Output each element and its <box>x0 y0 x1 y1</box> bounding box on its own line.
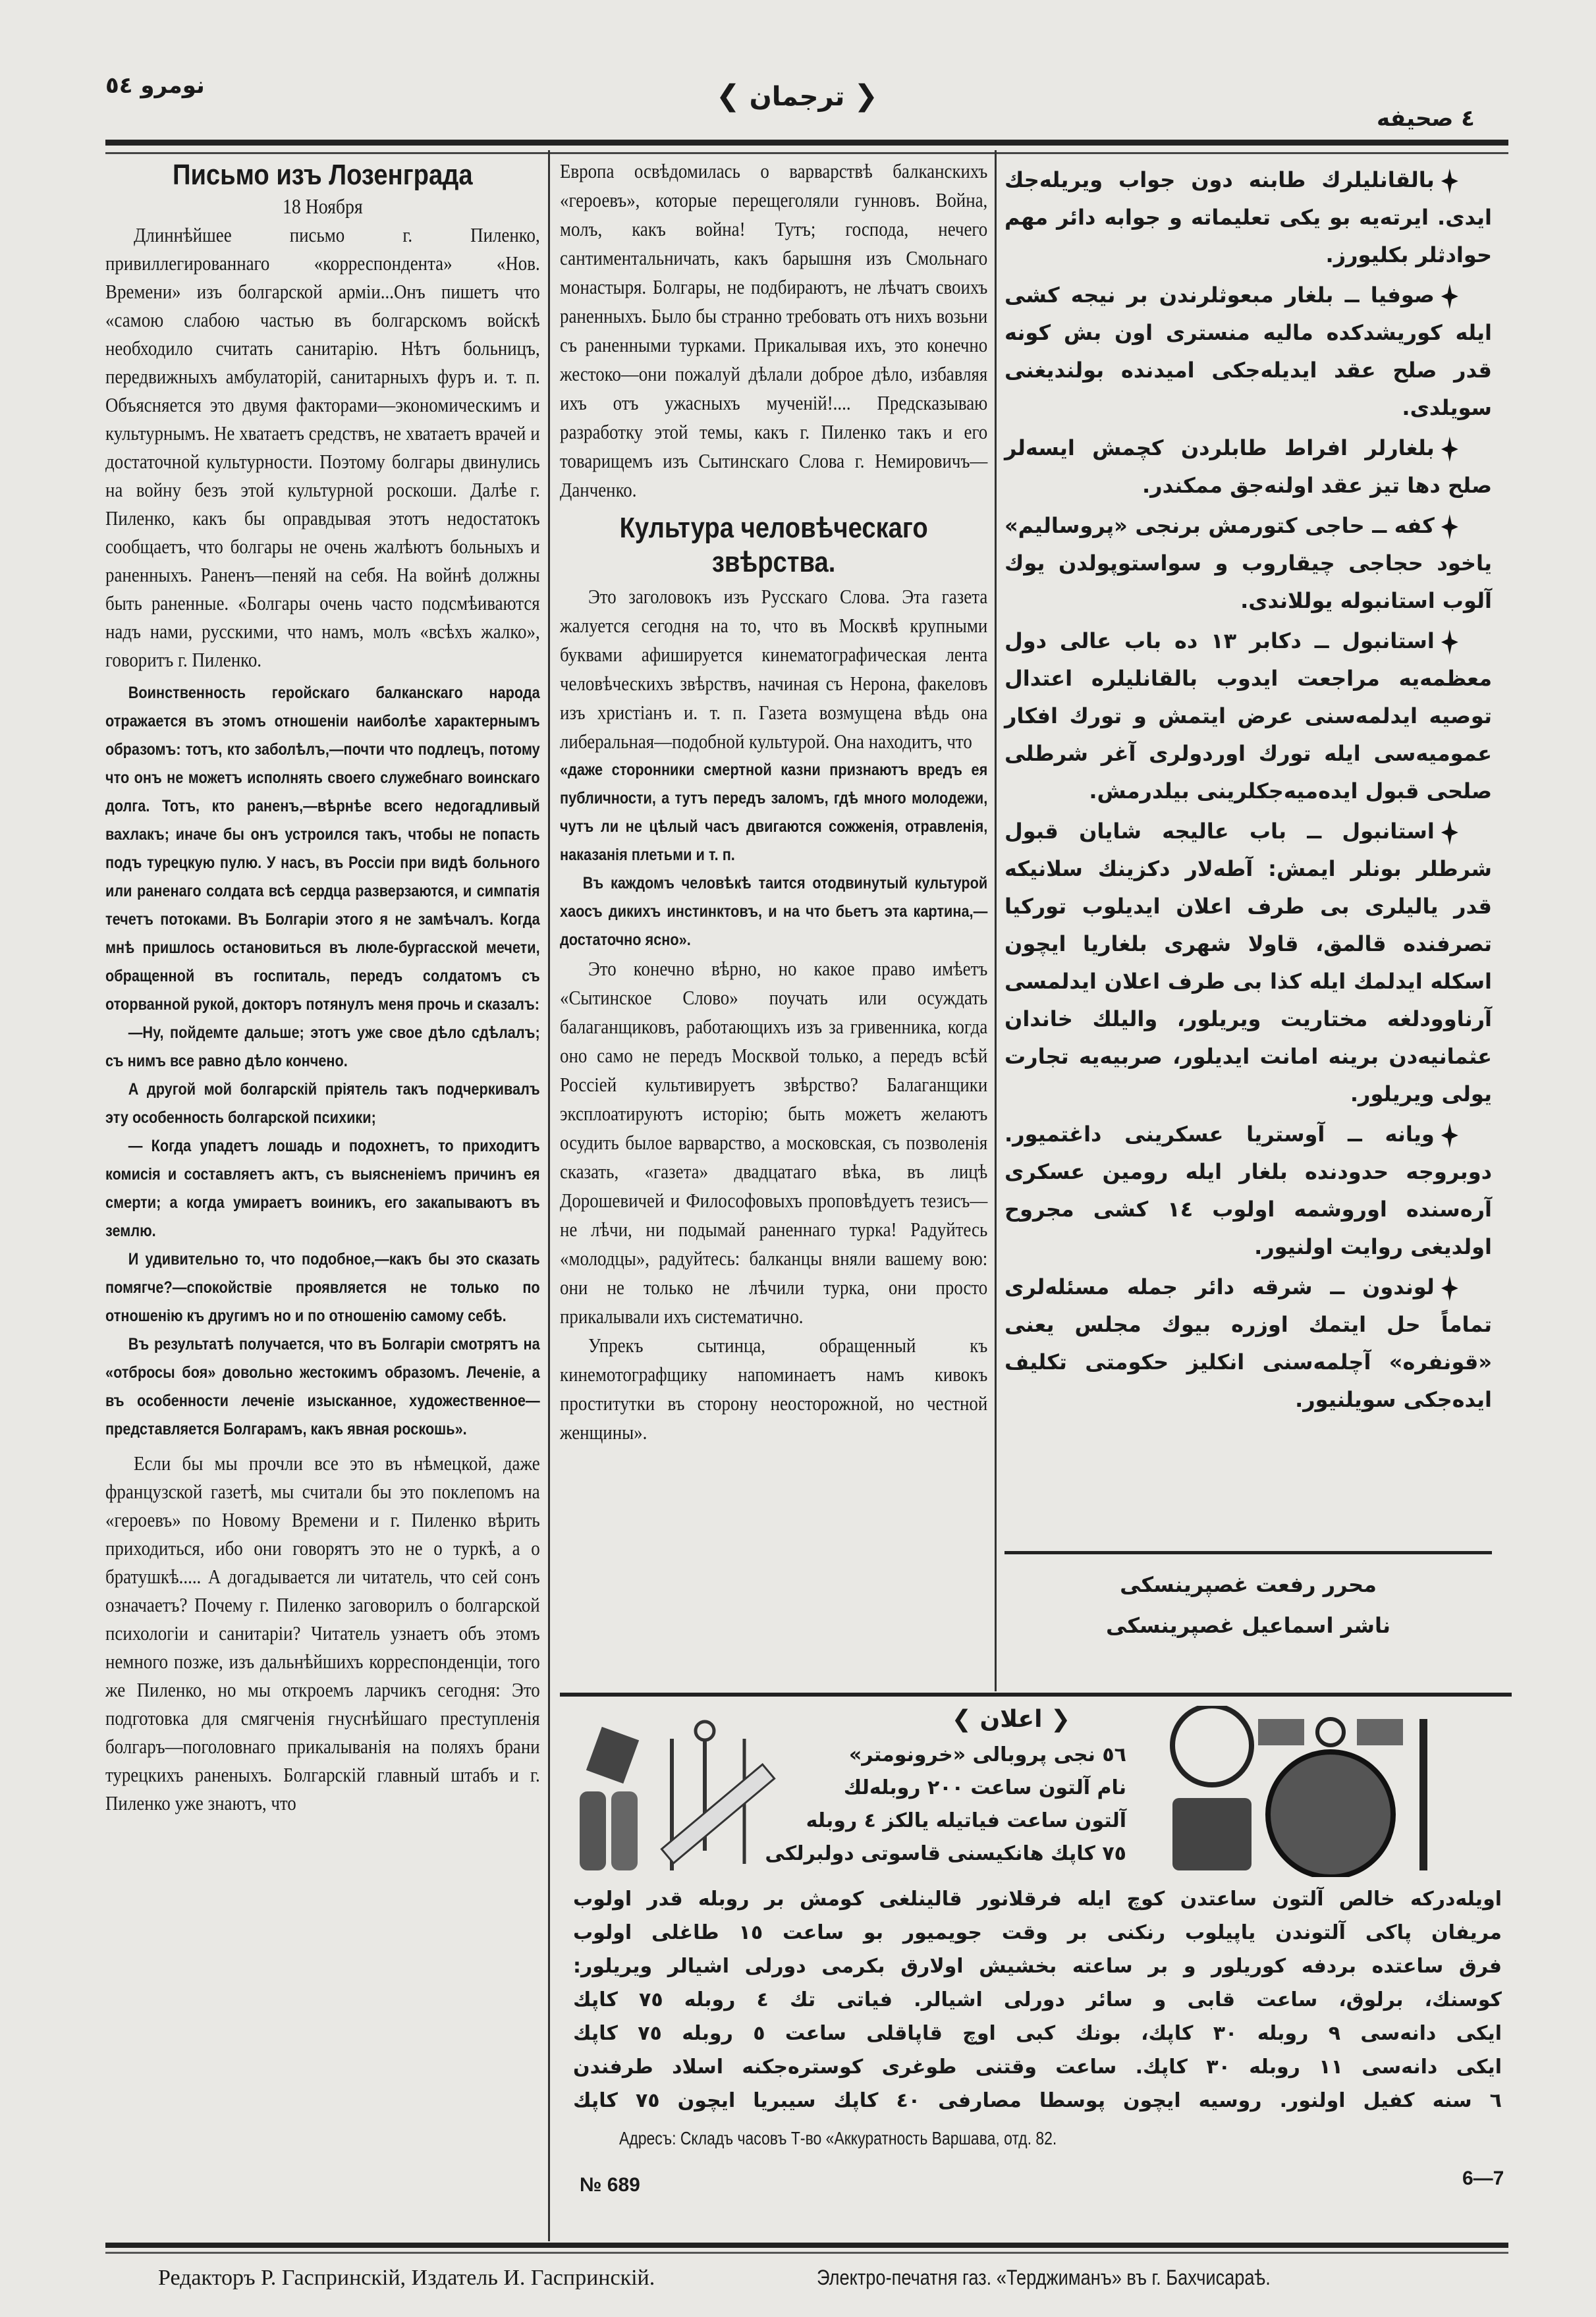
article-paragraph: Упрекъ сытинца, обращенный къ кинемотографщику напоминаетъ намъ кивокъ проститутки въ сторону неосторожной, но честной женщины». <box>560 1334 988 1444</box>
news-column <box>1004 161 1492 1421</box>
signatures <box>1004 1564 1492 1646</box>
ornament-icon: ❮ <box>1042 1706 1071 1733</box>
news-item: بلغارلر افراط طابلردن کچمش ایسه‌لر صلح دها تیز عقد اولنه‌جق ممکندر. <box>1004 435 1492 498</box>
footer-editor: Редакторъ Р. Гаспринскій, Издатель И. Гаспринскій. <box>158 2266 655 2290</box>
diamond-bullet-icon <box>1441 1276 1458 1301</box>
signature-rule <box>1004 1551 1492 1554</box>
news-item: استانبول ــ دکابر ١٣ ده باب عالی دول معظمه‌یه مراجعت ایدوب بالقانلیلره اعتدال توصیه ایدلمه‌سنی عرض ایتمش و تورك افکار عمومیه‌سی ایله تورك اوردولری آغر شرطلی صلحی قبول ایده‌میه‌جکلرینی بیلدرمش. <box>1004 628 1492 804</box>
article-title: Письмо изъ Лозенграда <box>172 159 473 191</box>
diamond-bullet-icon <box>1441 514 1458 539</box>
ad-offer: ٥٦ نجی پروبالی «خرونومتر» نام آلتون ساعت ٢٠٠ روبله‌لك آلتون ساعت فیاتیله یالکز ٤ روبله ٧٥ کاپك هانکیسنی قاسوتی دولبرلکی <box>765 1743 1126 1865</box>
publisher-signature: ناشر اسماعیل غصپرینسکی <box>1105 1613 1391 1638</box>
article-date: 18 Ноября <box>282 194 363 218</box>
diamond-bullet-icon <box>1441 284 1458 309</box>
article-paragraph: И удивительно то, что подобное,—какъ бы это сказать помягче?—спокойствіе проявляется не только по отношенію къ другимъ но и по отношенію самому себѣ. <box>105 1250 540 1325</box>
article-paragraph: А другой мой болгарскій пріятель такъ подчеркивалъ эту особенность болгарской психики; <box>105 1080 540 1127</box>
ad-number: № 689 <box>580 2174 640 2196</box>
footer-rule <box>105 2243 1508 2254</box>
article-paragraph: Это конечно вѣрно, но какое право имѣетъ «Сытинское Слово» поучать или осуждать балаганщиковъ, работающихъ изъ за гривенника, когда оно само не передъ Москвой только, а передъ всѣй Россіей культивируетъ звѣрство? Балаганщики эксплоатируютъ исторію; быть можетъ желаютъ осудить былое варварство, а московская, съ позволенія сказать, «газета» двадцатаго вѣка, въ лицѣ Дорошевичей и Философовыхъ проповѣдуетъ тезисъ—не лѣчи, ни подымай раненнаго турка! Радуйтесь «молодцы», радуйтесь: балканцы вняли вашему вою: они не только не лѣчили турка, они просто прикалывали ихъ систематично. <box>560 957 988 1328</box>
news-item: ویانه ــ آوستریا عسکرینی داغتمیور. دوبروجه حدودنده بلغار ایله رومین عسکری آره‌سنده اوروشمه اولوب ١٤ کشی مجروح اولدیغی روایت اولنیور. <box>1004 1122 1493 1259</box>
editor-signature: محرر رفعت غصپرینسکی <box>1120 1572 1377 1597</box>
article-paragraph: —Ну, пойдемте дальше; этотъ уже свое дѣло сдѣлалъ; съ нимъ все равно дѣло кончено. <box>105 1023 540 1070</box>
ad-body: اویله‌درکه خالص آلتون ساعتدن کوچ ایله فرقلانور قالینلغی کومش بر روبله قدر اولوب مریفان پاکی آلتوندن یاپیلوب رنکنی بر وقت جویمیور بو ساعت ١٥ طاغلی اولوب فرق ساعتده بردفه کوریلور و بر ساعته بخشیش اولارق بکرمی دورلی اشیالر ویریلور: کوسنك، برلوق، ساعت قابی و سائر دورلی اشیالر. فیاتی تك ٤ روبله ٧٥ کاپك ایکی دانه‌سی ٩ روبله ٣٠ کاپك، بونك کبی اوچ قاپاقلی ساعت ٥ روبله ٧٥ کاپك ایکی دانه‌سی ١١ روبله ٣٠ کاپك. ساعت وقتنی طوغری کوستره‌جکنه اسلاد طرفندن ٦ سنه کفیل اولنور. روسیه ایچون پوسطا مصارفی ٤٠ کاپك سیبریا ایچون ٧٥ کاپك <box>573 1888 1502 2112</box>
diamond-bullet-icon <box>1441 169 1458 194</box>
column-divider <box>995 150 997 1691</box>
news-item: کفه ــ حاجی کتورمش برنجی «پروسالیم» یاخود حجاجی چیقاروب و سواستوپولدن یوك آلوب استانبوله یوللاندی. <box>1004 513 1492 613</box>
page-number: ٤ صحیفه <box>1377 105 1475 132</box>
ad-address: Адресъ: Складъ часовъ Т-во «Аккуратность Варшава, отд. 82. <box>619 2128 1057 2148</box>
diamond-bullet-icon <box>1441 820 1458 845</box>
diamond-bullet-icon <box>1441 630 1458 655</box>
ad-heading: ❮ اعلان ❯ <box>951 1706 1071 1733</box>
article-paragraph: Въ результатѣ получается, что въ Болгаріи смотрятъ на «отбросы боя» довольно жестокимъ образомъ. Леченіе, а въ особенности леченіе изысканное, художественное—представляется Болгарамъ, какъ явная роскошь». <box>105 1335 540 1438</box>
left-article <box>105 158 540 1817</box>
article-title: Культура человѣческаго звѣрства. <box>619 512 928 578</box>
news-item: صوفیا ــ بلغار مبعوثلرندن بر نیجه کشی ایله کوریشدکده مالیه منستری اون بش کونه قدر صلح عقد ایدیله‌جکی امیدنده بولندیغنی سویلدی. <box>1004 283 1492 420</box>
diamond-bullet-icon <box>1441 1123 1458 1148</box>
news-item: لوندون ــ شرقه دائر جمله مسئله‌لری تماماً حل ایتمك اوزره بیوك مجلس یعنی «قونفره» آچلمه‌سنی انکلیز حکومتی تکلیف ایده‌جکی سویلنیور. <box>1004 1274 1492 1412</box>
article-paragraph: Длиннѣйшее письмо г. Пиленко, привиллегированнаго «корреспондента» «Нов. Времени» изъ болгарской арміи...Онъ пишетъ что «самою слабою частью въ болгарскомъ войскѣ необходило считать санитарію. Нѣтъ больницъ, передвижныхъ амбулаторій, санитарныхъ фуръ и. т. п. Объясняется это двумя факторами—экономическимъ и культурнымъ. Не хватаетъ средствъ, не хватаетъ врачей и достаточной культурности. Поэтому болгары двинулись на войну безъ этой культурной роскоши. Далѣе г. Пиленко, какъ бы оправдывая этотъ недостатокъ сообщаетъ, что болгары не очень жалѣютъ больныхъ и раненныхъ. Раненъ—пеняй на себя. На войнѣ должны быть раненные. «Болгары очень часто подсмѣиваются надъ нами, русскими, что намъ, молъ «всѣхъ жалко», говоритъ г. Пиленко. <box>105 223 540 671</box>
ornament-right-icon: ❯ <box>715 79 740 113</box>
article-paragraph: Это заголовокъ изъ Русскаго Слова. Эта газета жалуется сегодня на то, что въ Москвѣ крупными буквами афишируется кинематографическая лента человѣческихъ звѣрствъ, начиная съ Нерона, факеловъ изъ христіанъ и. т. п. Газета возмущена вѣдь она либеральная—подобной культурой. Она находитъ, что <box>560 585 988 753</box>
news-item: استانبول ــ باب عالیجه شایان قبول شرطلر بونلر ایمش: آطه‌لار دکزینك سلانیکه قدر یالیلری بی طرف اعلان ایدیلوب تورکیا تصرفنده قالمق، قاولا شهری بلغاریا ایچون اسکله ایدلمك ایله کذا بی طرف اعلان ایدلمسی آرناوودلغه مختاریت ویریلور، والیلك خاندان عثمانیه‌دن برینه امانت ایدیلور، صربیه‌یه تجارت یولی ویریلور. <box>1004 819 1492 1106</box>
newspaper-title <box>698 79 896 113</box>
column-divider <box>548 150 550 2241</box>
footer-printer: Электро-печатня газ. «Терджиманъ» въ г. Бахчисараѣ. <box>817 2266 1271 2289</box>
article-paragraph: Воинственность геройскаго балканскаго народа отражается въ этомъ отношеніи наиболѣе характернымъ образомъ: тотъ, кто заболѣлъ,—почти что подлецъ, потому что онъ не можетъ исполнять своего служебнаго воинскаго долга. Тотъ, кто раненъ,—вѣрнѣе всего недогадливый вахлакъ; иначе бы онъ устроился такъ, чтобы не попасть подъ турецкую пулю. У насъ, въ Россіи при видѣ больного или раненаго солдата всѣ сердца разверзаются, и симпатія течетъ потоками. Въ Болгаріи этого я не замѣчалъ. Когда мнѣ пришлось остановиться въ люле-бургасской мечети, обращенной въ госпиталь, передъ солдатомъ съ оторванной рукой, докторъ потянулъ меня прочь и сказалъ: <box>105 684 540 1014</box>
ad-rule <box>560 1693 1512 1697</box>
header-rule <box>105 140 1508 154</box>
article-quote: «даже сторонники смертной казни признаютъ вредъ ея публичности, а тутъ передъ заломъ, гдѣ много молодежи, чутъ ли не цѣлый часъ двигаются сожженія, отравленія, наказанія плетьми и т. п. <box>560 761 988 864</box>
watch-illustration <box>1159 1706 1502 1877</box>
ornament-left-icon: ❮ <box>854 79 879 113</box>
issue-number: نومرو ٥٤ <box>105 72 205 99</box>
ad-code: 6—7 <box>1462 2167 1504 2189</box>
article-paragraph: Если бы мы прочли все это въ нѣмецкой, даже французской газетѣ, мы считали бы это поклепомъ на «героевъ» по Новому Времени и г. Пиленко вѣрить приходиться, ибо они говорятъ это не о туркѣ, а о братушкѣ..... А догадывается ли читатель, что сей сонъ означаетъ? Почему г. Пиленко заговорилъ о болгарской психологіи и санитаріи? Читатель узнаетъ объ этомъ немного позже, изъ дальнѣйшихъ корреспонденціи, того же Пиленко, но мы откроемъ ларчикъ сегодня: Это подготовка для смягченія гнуснѣйшаго преступленія болгаръ—поголовнаго прикалыванія на поляхъ брани турецкихъ раненыхъ. Болгарскій главный штабъ и г. Пиленко уже знаютъ, что <box>105 1452 540 1814</box>
news-item: بالقانلیلرك طابنه دون جواب ویریله‌جك ایدی. ایرته‌یه بو یکی تعلیماته و جوابه دائر مهم حوادثلر بکلیورز. <box>1004 167 1492 267</box>
article-continuation: Европа освѣдомилась о варварствѣ балканскихъ «героевъ», которые перещеголяли гунновъ. Война, молъ, какъ война! Тутъ; господа, нечего сантиментальничать, какъ барышня изъ Смольнаго монастыря. Болгары, не подбираютъ, не лѣчатъ своихъ раненныхъ. Было бы странно требовать отъ нихъ возьни съ раненными турками. Прикалывая ихъ, это конечно жестоко—они пожалуй дѣлали доброе дѣло, избавляя ихъ отъ ужасныхъ мученій!.... Предсказываю разработку этой темы, какъ г. Пиленко такъ и его товарищемъ изъ Сытинскаго Слова г. Немировичъ—Данченко. <box>560 159 988 501</box>
ornament-icon: ❯ <box>951 1706 980 1733</box>
diamond-bullet-icon <box>1441 437 1458 462</box>
newspaper-name: ترجمان <box>749 82 845 112</box>
article-paragraph: — Когда упадетъ лошадь и подохнетъ, то приходитъ комисія и составляетъ актъ, съ выясненіемъ причинъ ея смерти; а когда умираетъ воиникъ, его закапываютъ въ землю. <box>105 1137 540 1240</box>
middle-column <box>560 157 987 1447</box>
article-quote: Въ каждомъ человѣкѣ таится отодвинутый культурой хаосъ дикихъ инстинктовъ, и на что бьетъ эта картина,—достаточно ясно». <box>560 874 988 949</box>
